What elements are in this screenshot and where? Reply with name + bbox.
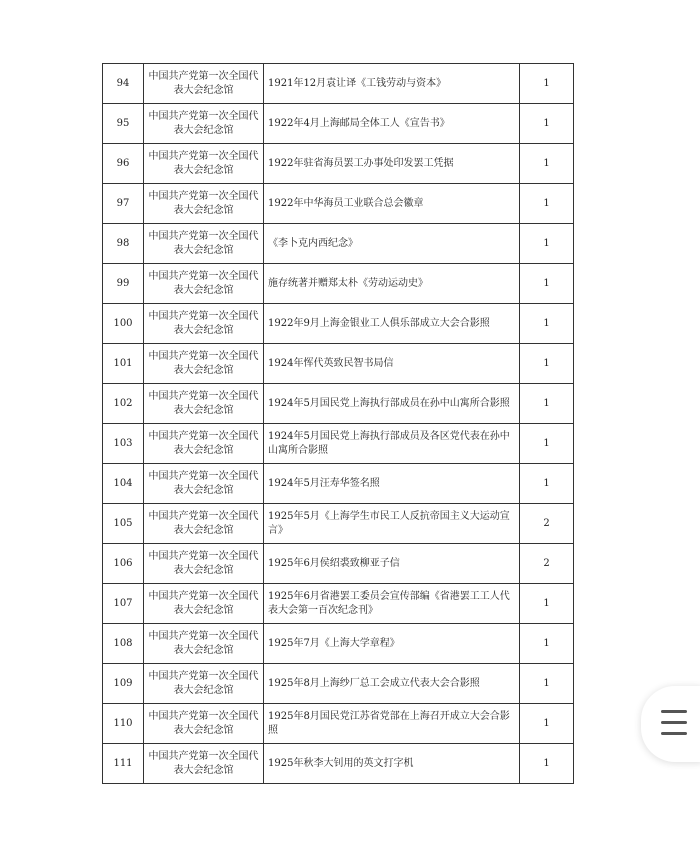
row-quantity: 2 <box>520 504 574 544</box>
row-number: 98 <box>103 224 144 264</box>
row-item-name: 1922年驻省海员罢工办事处印发罢工凭据 <box>264 144 520 184</box>
row-institution: 中国共产党第一次全国代表大会纪念馆 <box>144 744 264 784</box>
row-institution: 中国共产党第一次全国代表大会纪念馆 <box>144 464 264 504</box>
table-row <box>103 184 574 224</box>
row-institution: 中国共产党第一次全国代表大会纪念馆 <box>144 304 264 344</box>
table-row <box>103 264 574 304</box>
row-institution: 中国共产党第一次全国代表大会纪念馆 <box>144 584 264 624</box>
row-number: 101 <box>103 344 144 384</box>
row-item-name: 1925年7月《上海大学章程》 <box>264 624 520 664</box>
row-institution: 中国共产党第一次全国代表大会纪念馆 <box>144 624 264 664</box>
row-item-name: 1924年5月国民党上海执行部成员及各区党代表在孙中山寓所合影照 <box>264 424 520 464</box>
row-institution: 中国共产党第一次全国代表大会纪念馆 <box>144 64 264 104</box>
row-item-name: 1925年6月侯绍裘致柳亚子信 <box>264 544 520 584</box>
row-number: 100 <box>103 304 144 344</box>
table-row <box>103 104 574 144</box>
row-quantity: 1 <box>520 624 574 664</box>
row-quantity: 1 <box>520 384 574 424</box>
row-item-name: 《李卜克内西纪念》 <box>264 224 520 264</box>
row-institution: 中国共产党第一次全国代表大会纪念馆 <box>144 664 264 704</box>
table-row <box>103 224 574 264</box>
table-row <box>103 504 574 544</box>
row-quantity: 1 <box>520 264 574 304</box>
row-number: 105 <box>103 504 144 544</box>
row-item-name: 1922年4月上海邮局全体工人《宣告书》 <box>264 104 520 144</box>
table-row <box>103 744 574 784</box>
row-number: 111 <box>103 744 144 784</box>
relics-table <box>102 63 574 784</box>
row-item-name: 1924年恽代英致民智书局信 <box>264 344 520 384</box>
row-item-name: 1924年5月国民党上海执行部成员在孙中山寓所合影照 <box>264 384 520 424</box>
row-number: 94 <box>103 64 144 104</box>
row-number: 109 <box>103 664 144 704</box>
row-institution: 中国共产党第一次全国代表大会纪念馆 <box>144 704 264 744</box>
row-item-name: 1921年12月袁让译《工钱劳动与资本》 <box>264 64 520 104</box>
row-item-name: 1925年6月省港罢工委员会宣传部编《省港罢工工人代表大会第一百次纪念刊》 <box>264 584 520 624</box>
table-row <box>103 344 574 384</box>
row-item-name: 1925年5月《上海学生市民工人反抗帝国主义大运动宣言》 <box>264 504 520 544</box>
row-number: 107 <box>103 584 144 624</box>
row-number: 102 <box>103 384 144 424</box>
row-item-name: 1922年中华海员工业联合总会徽章 <box>264 184 520 224</box>
row-number: 110 <box>103 704 144 744</box>
row-institution: 中国共产党第一次全国代表大会纪念馆 <box>144 224 264 264</box>
row-institution: 中国共产党第一次全国代表大会纪念馆 <box>144 104 264 144</box>
row-item-name: 1925年秋李大钊用的英文打字机 <box>264 744 520 784</box>
table-row <box>103 464 574 504</box>
row-institution: 中国共产党第一次全国代表大会纪念馆 <box>144 504 264 544</box>
row-number: 97 <box>103 184 144 224</box>
row-quantity: 1 <box>520 344 574 384</box>
row-number: 96 <box>103 144 144 184</box>
row-institution: 中国共产党第一次全国代表大会纪念馆 <box>144 184 264 224</box>
table-row <box>103 584 574 624</box>
row-item-name: 1924年5月汪寿华签名照 <box>264 464 520 504</box>
row-quantity: 1 <box>520 424 574 464</box>
row-quantity: 1 <box>520 464 574 504</box>
row-quantity: 1 <box>520 224 574 264</box>
row-quantity: 1 <box>520 184 574 224</box>
row-institution: 中国共产党第一次全国代表大会纪念馆 <box>144 144 264 184</box>
row-number: 103 <box>103 424 144 464</box>
row-institution: 中国共产党第一次全国代表大会纪念馆 <box>144 264 264 304</box>
table-row <box>103 664 574 704</box>
row-quantity: 1 <box>520 304 574 344</box>
row-quantity: 1 <box>520 584 574 624</box>
row-item-name: 1925年8月上海纱厂总工会成立代表大会合影照 <box>264 664 520 704</box>
table-row <box>103 624 574 664</box>
row-institution: 中国共产党第一次全国代表大会纪念馆 <box>144 384 264 424</box>
table-row <box>103 384 574 424</box>
table-row <box>103 144 574 184</box>
row-institution: 中国共产党第一次全国代表大会纪念馆 <box>144 344 264 384</box>
row-quantity: 1 <box>520 104 574 144</box>
table-row <box>103 304 574 344</box>
row-quantity: 1 <box>520 704 574 744</box>
table-row <box>103 424 574 464</box>
row-item-name: 1922年9月上海金银业工人俱乐部成立大会合影照 <box>264 304 520 344</box>
row-item-name: 1925年8月国民党江苏省党部在上海召开成立大会合影照 <box>264 704 520 744</box>
row-number: 106 <box>103 544 144 584</box>
relics-table-body <box>103 64 574 784</box>
row-item-name: 施存统著并赠郑太朴《劳动运动史》 <box>264 264 520 304</box>
menu-button[interactable] <box>641 686 700 762</box>
row-number: 95 <box>103 104 144 144</box>
table-row <box>103 544 574 584</box>
table-row <box>103 704 574 744</box>
row-number: 104 <box>103 464 144 504</box>
row-number: 108 <box>103 624 144 664</box>
row-quantity: 1 <box>520 744 574 784</box>
row-quantity: 1 <box>520 664 574 704</box>
row-quantity: 1 <box>520 64 574 104</box>
table-row <box>103 64 574 104</box>
row-institution: 中国共产党第一次全国代表大会纪念馆 <box>144 424 264 464</box>
row-quantity: 1 <box>520 144 574 184</box>
row-institution: 中国共产党第一次全国代表大会纪念馆 <box>144 544 264 584</box>
row-quantity: 2 <box>520 544 574 584</box>
row-number: 99 <box>103 264 144 304</box>
